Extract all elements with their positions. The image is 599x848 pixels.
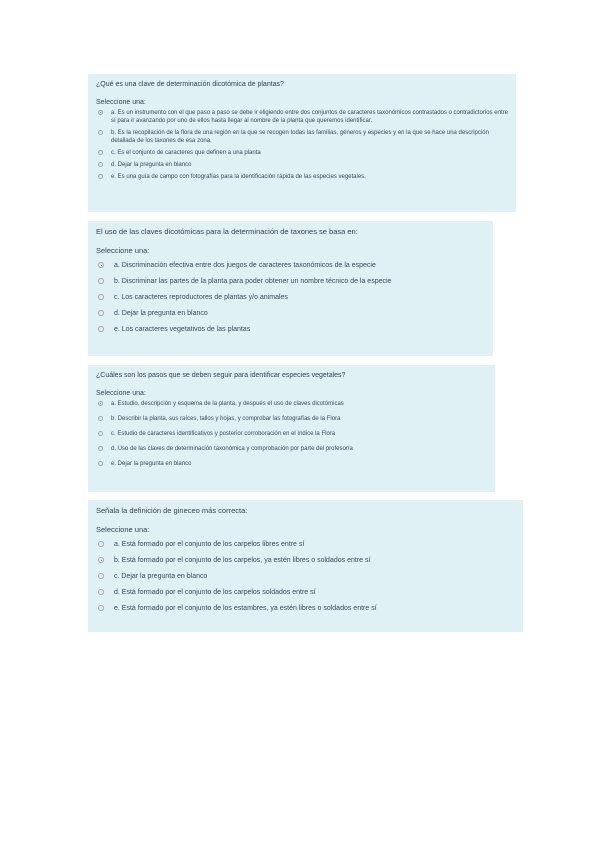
radio-icon[interactable] — [98, 573, 104, 579]
option-a[interactable] — [96, 400, 487, 408]
option-label: b. Es la recopilación de la flora de una región en la que se recogen todas las familias, géneros y especies y en la que se hace una descripción detallada de los taxones de esa zona. — [111, 130, 489, 144]
option-d[interactable] — [96, 588, 515, 597]
option-e[interactable] — [96, 460, 487, 468]
question-card-4 — [88, 500, 523, 632]
radio-icon[interactable] — [98, 130, 103, 135]
option-d[interactable] — [96, 309, 485, 318]
option-label: c. Estudio de caracteres identificativos y posterior corroboración en el índice la Flora — [111, 431, 336, 437]
option-label: d. Dejar la pregunta en blanco — [111, 162, 192, 168]
question-card-3 — [88, 365, 495, 492]
option-b[interactable] — [96, 556, 515, 565]
option-b[interactable] — [96, 129, 508, 145]
radio-icon[interactable] — [98, 294, 104, 300]
option-a[interactable] — [96, 261, 485, 270]
option-label: e. Los caracteres vegetativos de las plantas — [114, 326, 251, 333]
radio-icon[interactable] — [98, 461, 103, 466]
option-c[interactable] — [96, 572, 515, 581]
select-one-prompt: Seleccione una: — [96, 99, 146, 106]
option-a[interactable] — [96, 109, 508, 125]
radio-selected-icon[interactable] — [98, 110, 103, 115]
option-label: e. Dejar la pregunta en blanco — [111, 461, 192, 467]
radio-icon[interactable] — [98, 416, 103, 421]
option-label: b. Está formado por el conjunto de los carpelos, ya estén libres o soldados entre sí — [114, 557, 371, 564]
radio-icon[interactable] — [98, 541, 104, 547]
radio-icon[interactable] — [98, 162, 103, 167]
option-c[interactable] — [96, 430, 487, 438]
option-label: d. Está formado por el conjunto de los carpelos soldados entre sí — [114, 589, 316, 596]
question-text: ¿Qué es una clave de determinación dicotómica de plantas? — [96, 81, 284, 88]
option-label: a. Estudio, descripción y esquema de la planta, y después el uso de claves dicotómicas — [111, 401, 344, 407]
select-one-prompt: Seleccione una: — [96, 390, 146, 397]
option-a[interactable] — [96, 540, 515, 549]
option-e[interactable] — [96, 325, 485, 334]
radio-icon[interactable] — [98, 278, 104, 284]
option-label: c. Los caracteres reproductores de plantas y/o animales — [114, 294, 288, 301]
radio-icon[interactable] — [98, 605, 104, 611]
option-b[interactable] — [96, 415, 487, 423]
option-label: c. Dejar la pregunta en blanco — [114, 573, 208, 580]
option-label: e. Está formado por el conjunto de los estambres, ya estén libres o soldados entre sí — [114, 605, 377, 612]
option-c[interactable] — [96, 293, 485, 302]
radio-selected-icon[interactable] — [98, 262, 104, 268]
option-label: d. Dejar la pregunta en blanco — [114, 310, 208, 317]
question-text: ¿Cuáles son los pasos que se deben seguir para identificar especies vegetales? — [96, 372, 346, 379]
option-label: a. Discriminación efectiva entre dos juegos de caracteres taxonómicos de la especie — [114, 262, 376, 269]
question-card-2 — [88, 221, 493, 356]
option-b[interactable] — [96, 277, 485, 286]
question-text: El uso de las claves dicotómicas para la determinación de taxones se basa en: — [96, 227, 358, 236]
radio-selected-icon[interactable] — [98, 557, 104, 563]
option-label: d. Uso de las claves de determinación taxonómica y comprobación por parte del profesor/a — [111, 446, 353, 452]
radio-icon[interactable] — [98, 310, 104, 316]
option-label: b. Describir la planta, sus raíces, tallos y hojas, y comprobar las fotografías de la Flora — [111, 416, 341, 422]
radio-icon[interactable] — [98, 431, 103, 436]
option-label: a. Está formado por el conjunto de los carpelos libres entre sí — [114, 541, 305, 548]
option-e[interactable] — [96, 173, 508, 181]
option-d[interactable] — [96, 445, 487, 453]
radio-icon[interactable] — [98, 174, 103, 179]
option-label: b. Discriminar las partes de la planta para poder obtener un nombre técnico de la especie — [114, 278, 392, 285]
select-one-prompt: Seleccione una: — [96, 525, 150, 534]
radio-icon[interactable] — [98, 589, 104, 595]
radio-selected-icon[interactable] — [98, 401, 103, 406]
option-label: c. Es el conjunto de caracteres que definen a una planta — [111, 150, 261, 156]
option-label: a. Es un instrumento con el que paso a paso se debe ir eligiendo entre dos conjuntos de caracteres taxonómicos contrastados o contradictorios entre sí para ir avanzando por uno de ellos hasta llegar al nombre de la planta que queremos identificar. — [111, 110, 508, 124]
radio-icon[interactable] — [98, 150, 103, 155]
option-c[interactable] — [96, 149, 508, 157]
radio-icon[interactable] — [98, 446, 103, 451]
select-one-prompt: Seleccione una: — [96, 246, 150, 255]
question-text: Señala la definición de gineceo más correcta: — [96, 506, 248, 515]
option-d[interactable] — [96, 161, 508, 169]
option-label: e. Es una guía de campo con fotografías para la identificación rápida de las especies vegetales. — [111, 174, 366, 180]
option-e[interactable] — [96, 604, 515, 613]
radio-icon[interactable] — [98, 326, 104, 332]
question-card-1 — [88, 74, 516, 212]
